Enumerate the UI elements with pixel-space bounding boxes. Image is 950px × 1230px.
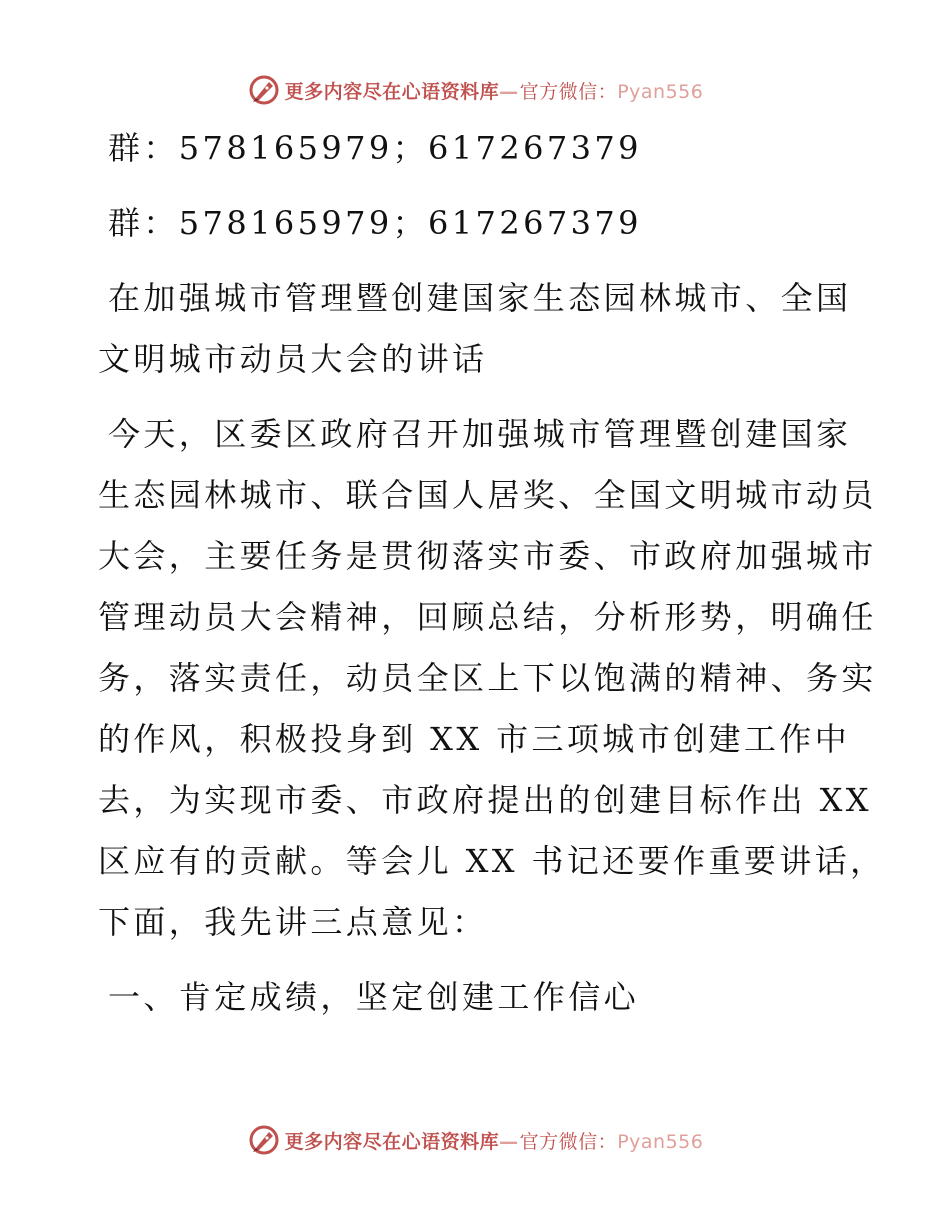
header-watermark [0, 70, 950, 110]
pen-nib-logo-icon [247, 73, 281, 107]
group-number-line: 群：578165979；617267379 [108, 204, 642, 242]
title-line: 在加强城市管理暨创建国家生态园林城市、全国 [108, 279, 852, 317]
speech-title [98, 268, 858, 390]
watermark-contact: 官方微信：Pyan556 [519, 80, 704, 103]
group-number-line: 群：578165979；617267379 [108, 129, 642, 167]
body-line: 管理动员大会精神，回顾总结，分析形势，明确任 [98, 598, 877, 636]
pen-nib-logo-icon [247, 1123, 281, 1157]
footer-watermark [0, 1120, 950, 1160]
body-line: 大会，主要任务是贯彻落实市委、市政府加强城市 [98, 537, 877, 575]
watermark-brand: 更多内容尽在心语资料库— [284, 80, 519, 103]
body-line: 今天，区委区政府召开加强城市管理暨创建国家 [108, 415, 852, 453]
watermark-contact: 官方微信：Pyan556 [519, 1130, 704, 1153]
body-line: 下面，我先讲三点意见： [98, 903, 488, 941]
title-line: 文明城市动员大会的讲话 [98, 340, 488, 378]
body-line: 区应有的贡献。等会儿 XX 书记还要作重要讲话， [98, 842, 886, 880]
body-line: 去，为实现市委、市政府提出的创建目标作出 XX [98, 781, 872, 819]
document-body [98, 118, 886, 1028]
body-line: 务，落实责任，动员全区上下以饱满的精神、务实 [98, 659, 877, 697]
opening-paragraph [98, 404, 886, 953]
body-line: 的作风，积极投身到 XX 市三项城市创建工作中 [98, 720, 851, 758]
body-line: 生态园林城市、联合国人居奖、全国文明城市动员 [98, 476, 877, 514]
watermark-brand: 更多内容尽在心语资料库— [284, 1130, 519, 1153]
section-heading: 一、肯定成绩，坚定创建工作信心 [108, 978, 640, 1016]
